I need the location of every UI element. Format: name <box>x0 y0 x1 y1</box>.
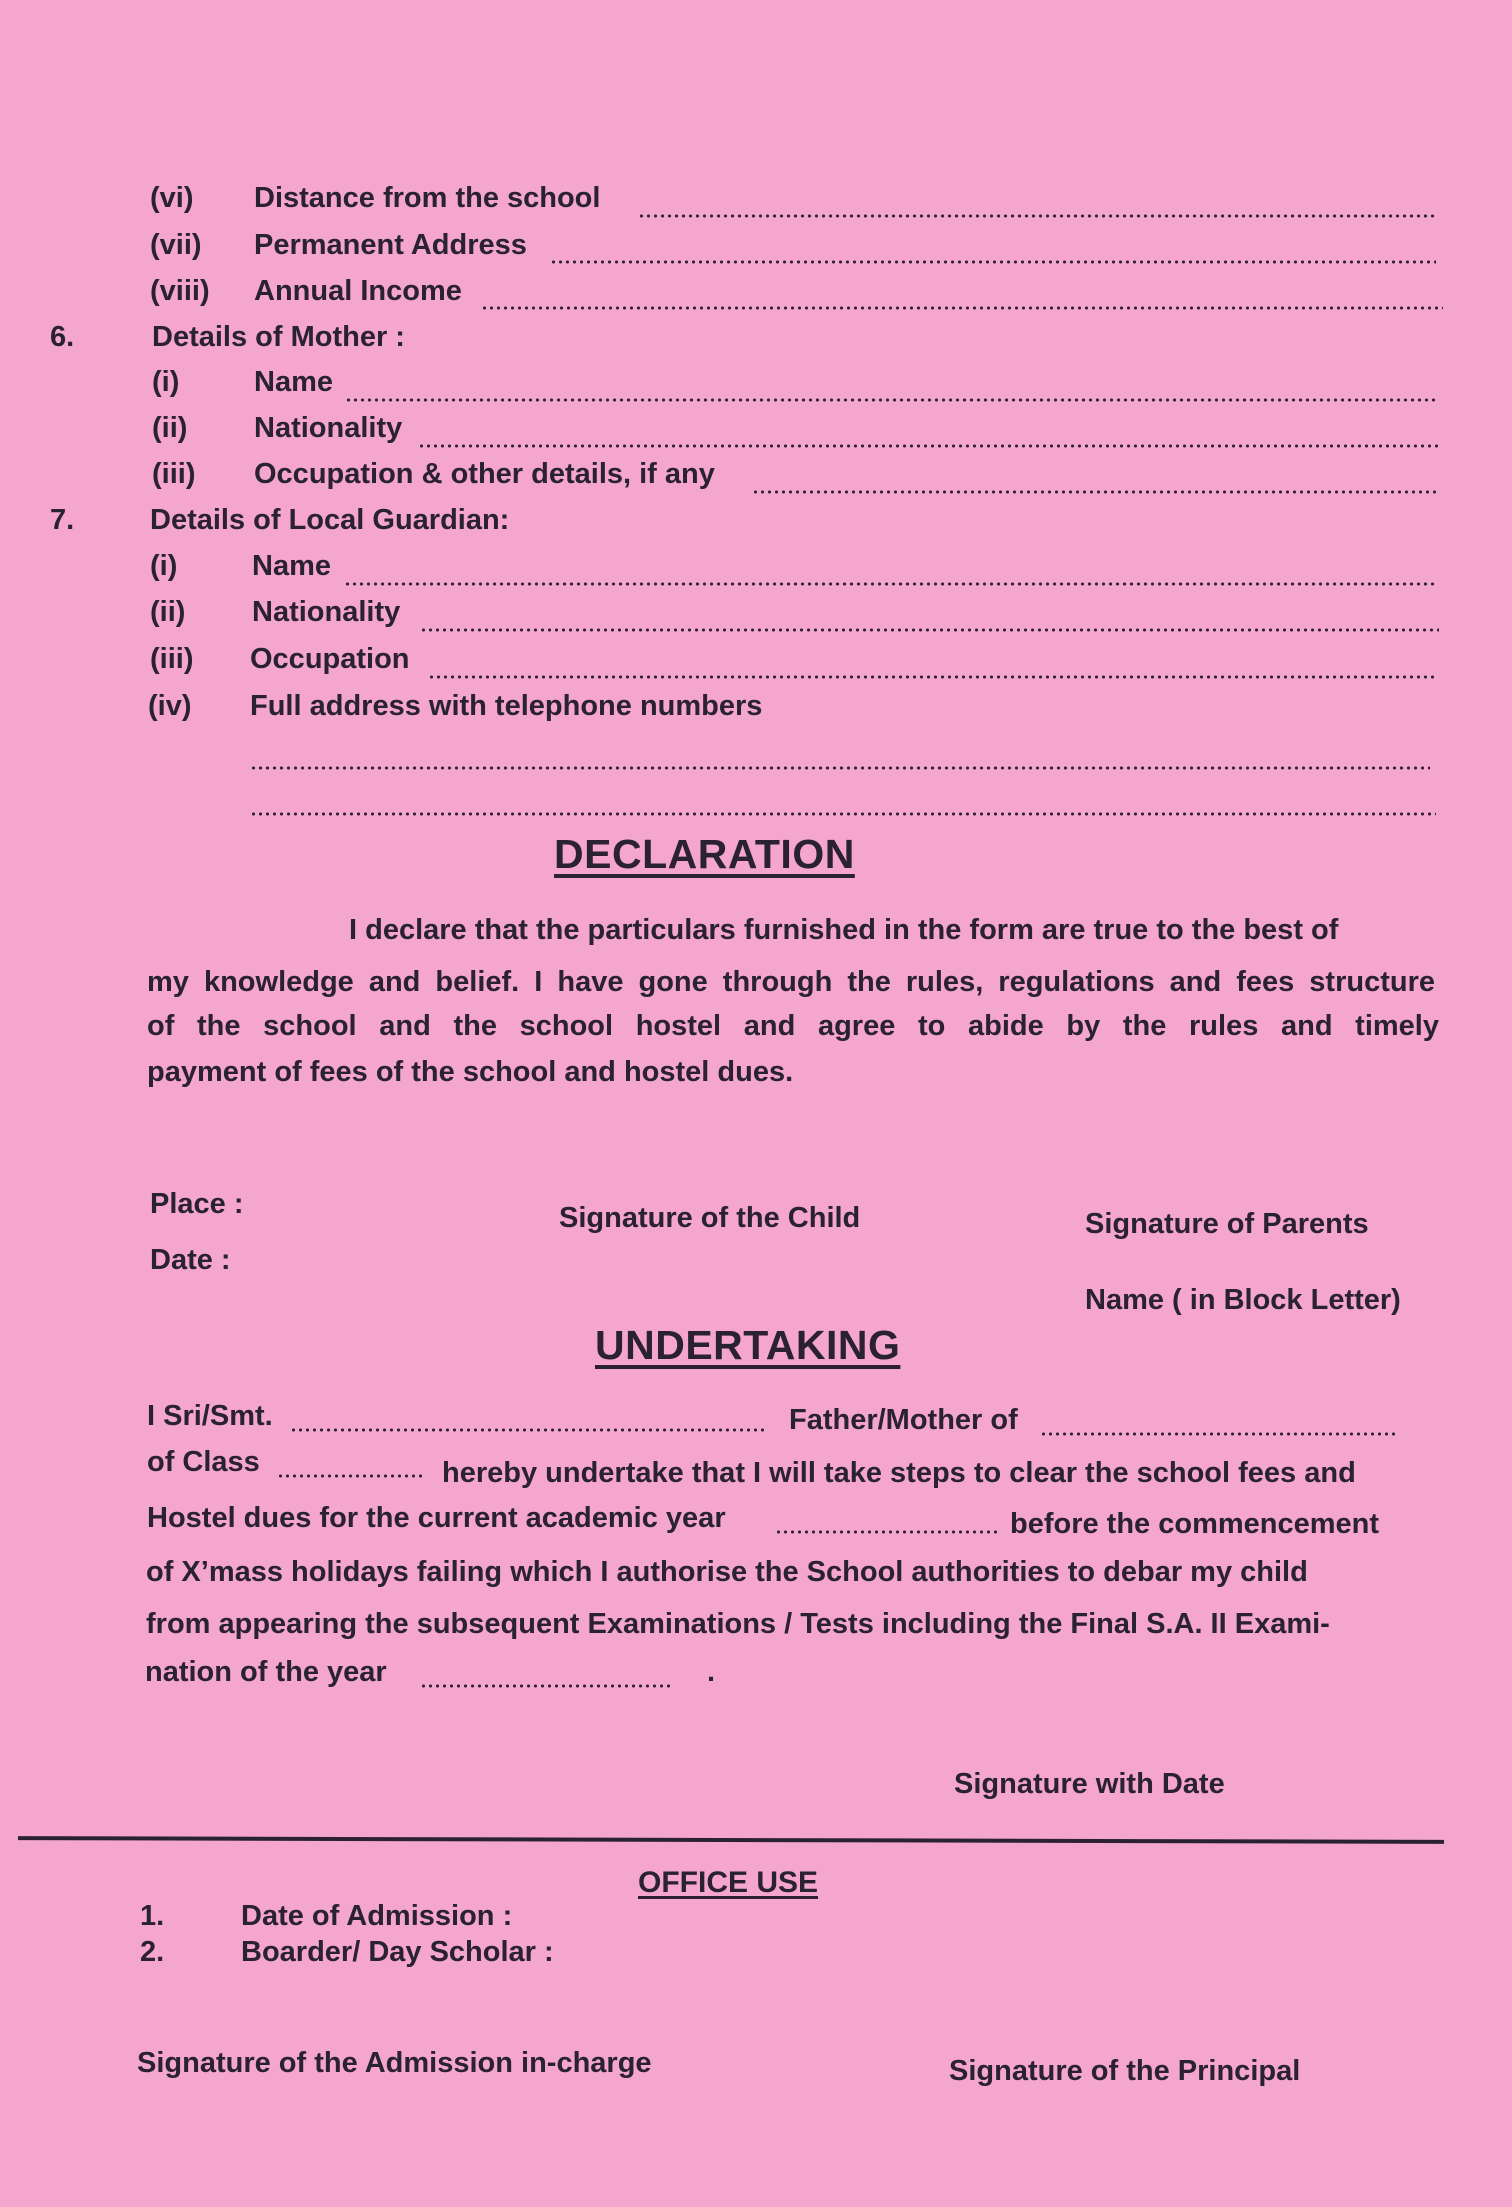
annual-income-label: Annual Income <box>254 275 462 307</box>
item-number: 1. <box>140 1900 165 1932</box>
undertaking-period: . <box>707 1656 716 1688</box>
distance-field[interactable] <box>638 214 1436 218</box>
guardian-occupation-label: Occupation <box>250 643 410 675</box>
class-field[interactable] <box>277 1474 423 1478</box>
date-of-admission-label: Date of Admission : <box>241 1900 513 1932</box>
item-number: (i) <box>152 366 180 398</box>
guardian-occupation-field[interactable] <box>428 675 1436 679</box>
guardian-name-field[interactable] <box>344 582 1436 586</box>
declaration-line: I declare that the particulars furnished in the form are true to the best of <box>349 914 1339 946</box>
divider-line <box>18 1836 1444 1844</box>
mother-nationality-field[interactable] <box>418 444 1440 448</box>
item-number: (iii) <box>152 458 196 490</box>
mother-name-field[interactable] <box>345 398 1437 402</box>
declaration-line: my knowledge and belief. I have gone through the rules, regulations and fees structure <box>147 966 1435 998</box>
place-label: Place : <box>150 1188 244 1220</box>
academic-year-field[interactable] <box>775 1530 999 1534</box>
undertaking-line: from appearing the subsequent Examinations / Tests including the Final S.A. II Exami- <box>146 1608 1330 1640</box>
signature-with-date-label: Signature with Date <box>954 1768 1225 1800</box>
item-number: (vi) <box>150 182 194 214</box>
declaration-line: of the school and the school hostel and agree to abide by the rules and timely <box>147 1010 1439 1042</box>
admission-incharge-signature-label: Signature of the Admission in-charge <box>137 2047 652 2079</box>
mother-nationality-label: Nationality <box>254 412 403 444</box>
item-number: (ii) <box>150 596 186 628</box>
examination-year-field[interactable] <box>420 1684 672 1688</box>
item-number: (viii) <box>150 275 210 307</box>
hostel-dues-label: Hostel dues for the current academic year <box>147 1502 726 1534</box>
father-mother-of-label: Father/Mother of <box>789 1404 1018 1436</box>
distance-label: Distance from the school <box>254 182 601 214</box>
block-letter-name-label: Name ( in Block Letter) <box>1085 1284 1401 1316</box>
item-number: (vii) <box>150 229 202 261</box>
child-signature-label: Signature of the Child <box>559 1202 861 1234</box>
section-number: 6. <box>50 321 75 353</box>
date-label: Date : <box>150 1244 231 1276</box>
declaration-line: payment of fees of the school and hostel dues. <box>147 1056 794 1088</box>
guardian-nationality-field[interactable] <box>420 628 1439 632</box>
declaration-heading: DECLARATION <box>554 831 855 877</box>
guardian-address-line-1[interactable] <box>250 766 1430 770</box>
item-number: (iv) <box>148 690 192 722</box>
section-number: 7. <box>50 504 75 536</box>
sri-smt-label: I Sri/Smt. <box>147 1400 273 1432</box>
principal-signature-label: Signature of the Principal <box>949 2055 1301 2087</box>
parent-signature-label: Signature of Parents <box>1085 1208 1369 1240</box>
guardian-address-label: Full address with telephone numbers <box>250 690 763 722</box>
annual-income-field[interactable] <box>481 306 1443 310</box>
sri-smt-field[interactable] <box>290 1428 768 1432</box>
mother-details-title: Details of Mother : <box>152 321 405 353</box>
of-class-label: of Class <box>147 1446 260 1478</box>
nation-of-year-label: nation of the year <box>145 1656 387 1688</box>
mother-name-label: Name <box>254 366 333 398</box>
mother-occupation-label: Occupation & other details, if any <box>254 458 715 490</box>
guardian-nationality-label: Nationality <box>252 596 401 628</box>
undertaking-heading: UNDERTAKING <box>595 1322 901 1368</box>
permanent-address-field[interactable] <box>550 260 1436 264</box>
undertaking-line: before the commencement <box>1010 1508 1380 1540</box>
item-number: (ii) <box>152 412 188 444</box>
permanent-address-label: Permanent Address <box>254 229 527 261</box>
item-number: (iii) <box>150 643 194 675</box>
office-use-heading: OFFICE USE <box>638 1866 819 1899</box>
boarder-day-scholar-label: Boarder/ Day Scholar : <box>241 1936 554 1968</box>
guardian-name-label: Name <box>252 550 331 582</box>
child-name-field[interactable] <box>1040 1432 1398 1436</box>
undertaking-line: hereby undertake that I will take steps to clear the school fees and <box>442 1457 1356 1489</box>
guardian-details-title: Details of Local Guardian: <box>150 504 510 536</box>
item-number: (i) <box>150 550 178 582</box>
undertaking-line: of X’mass holidays failing which I authorise the School authorities to debar my child <box>146 1556 1308 1588</box>
mother-occupation-field[interactable] <box>752 490 1436 494</box>
item-number: 2. <box>140 1936 165 1968</box>
guardian-address-line-2[interactable] <box>250 812 1436 816</box>
